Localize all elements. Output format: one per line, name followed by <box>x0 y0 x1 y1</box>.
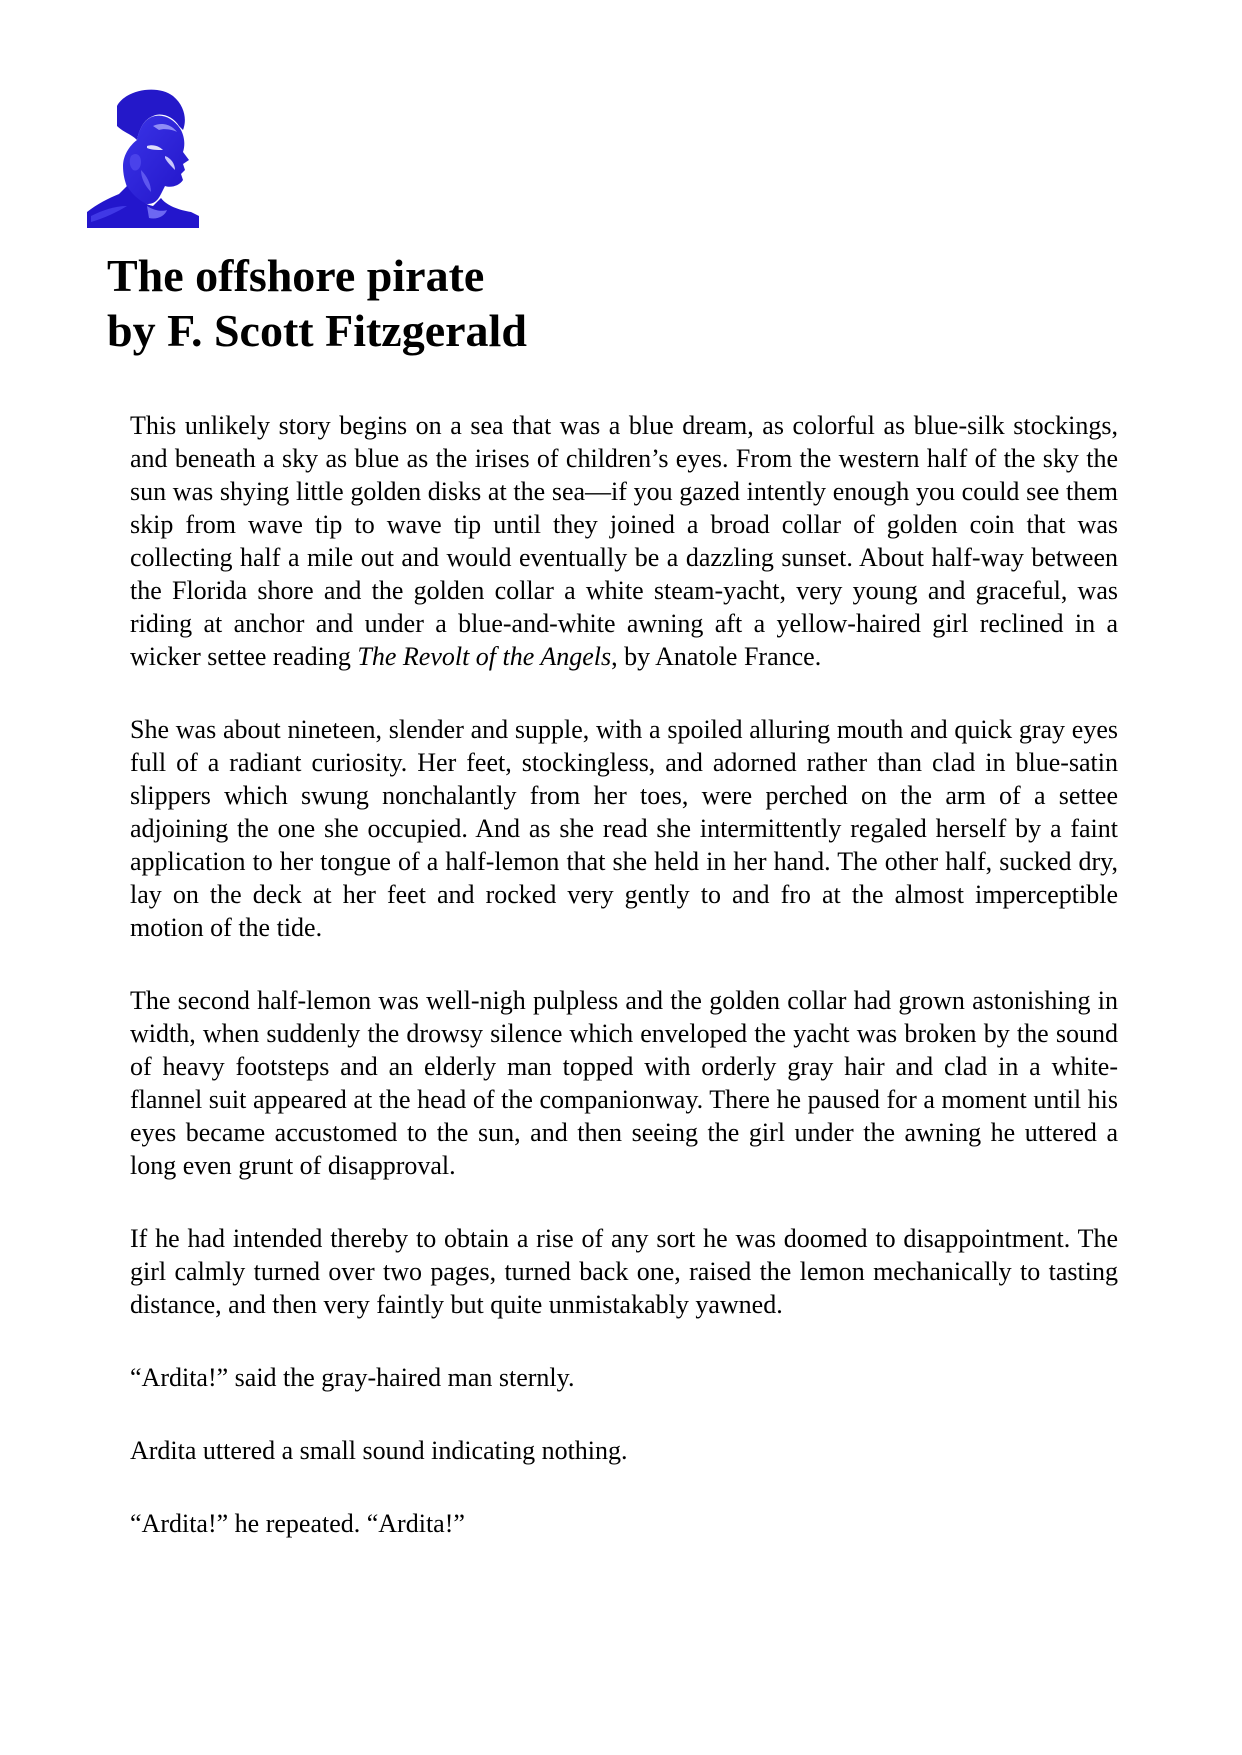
paragraph-1-text: This unlikely story begins on a sea that was a blue dream, as colorful as blue-silk stockings, and beneath a sky as blue as the irises of children’s eyes. From the western half of the sky the sun was shying little golden disks at the sea—if you gazed intently enough you could see them skip from wave tip to wave tip until they joined a broad collar of golden coin that was collecting half a mile out and would eventually be a dazzling sunset. About half-way between the Florida shore and the golden collar a white steam-yacht, very young and graceful, was riding at anchor and under a blue-and-white awning aft a yellow-haired girl reclined in a wicker settee reading <box>130 411 1118 671</box>
author-portrait <box>87 86 199 228</box>
story-body <box>130 409 1118 1580</box>
paragraph-4: If he had intended thereby to obtain a rise of any sort he was doomed to disappointment. The girl calmly turned over two pages, turned back one, raised the lemon mechanically to tasting distance, and then very faintly but quite unmistakably yawned. <box>130 1224 1118 1319</box>
paragraph-6: Ardita uttered a small sound indicating nothing. <box>130 1436 628 1465</box>
book-title: The Revolt of the Angels <box>357 642 612 671</box>
document-title <box>107 248 527 358</box>
paragraph-5: “Ardita!” said the gray-haired man sternly. <box>130 1363 575 1392</box>
story-title: The offshore pirate <box>107 250 485 301</box>
paragraph-3: The second half-lemon was well-nigh pulpless and the golden collar had grown astonishing in width, when suddenly the drowsy silence which enveloped the yacht was broken by the sound of heavy footsteps and an elderly man topped with orderly gray hair and clad in a white-flannel suit appeared at the head of the companionway. There he paused for a moment until his eyes became accustomed to the sun, and then seeing the girl under the awning he uttered a long even grunt of disapproval. <box>130 986 1118 1180</box>
author-portrait-icon <box>87 86 199 228</box>
paragraph-2: She was about nineteen, slender and supple, with a spoiled alluring mouth and quick gray eyes full of a radiant curiosity. Her feet, stockingless, and adorned rather than clad in blue-satin slippers which swung nonchalantly from her toes, were perched on the arm of a settee adjoining the one she occupied. And as she read she intermittently regaled herself by a faint application to her tongue of a half-lemon that she held in her hand. The other half, sucked dry, lay on the deck at her feet and rocked very gently to and fro at the almost imperceptible motion of the tide. <box>130 715 1118 942</box>
author-byline: by F. Scott Fitzgerald <box>107 305 527 356</box>
paragraph-1-ending: , by Anatole France. <box>611 642 822 671</box>
paragraph-1 <box>130 409 1118 673</box>
paragraph-7: “Ardita!” he repeated. “Ardita!” <box>130 1509 465 1538</box>
